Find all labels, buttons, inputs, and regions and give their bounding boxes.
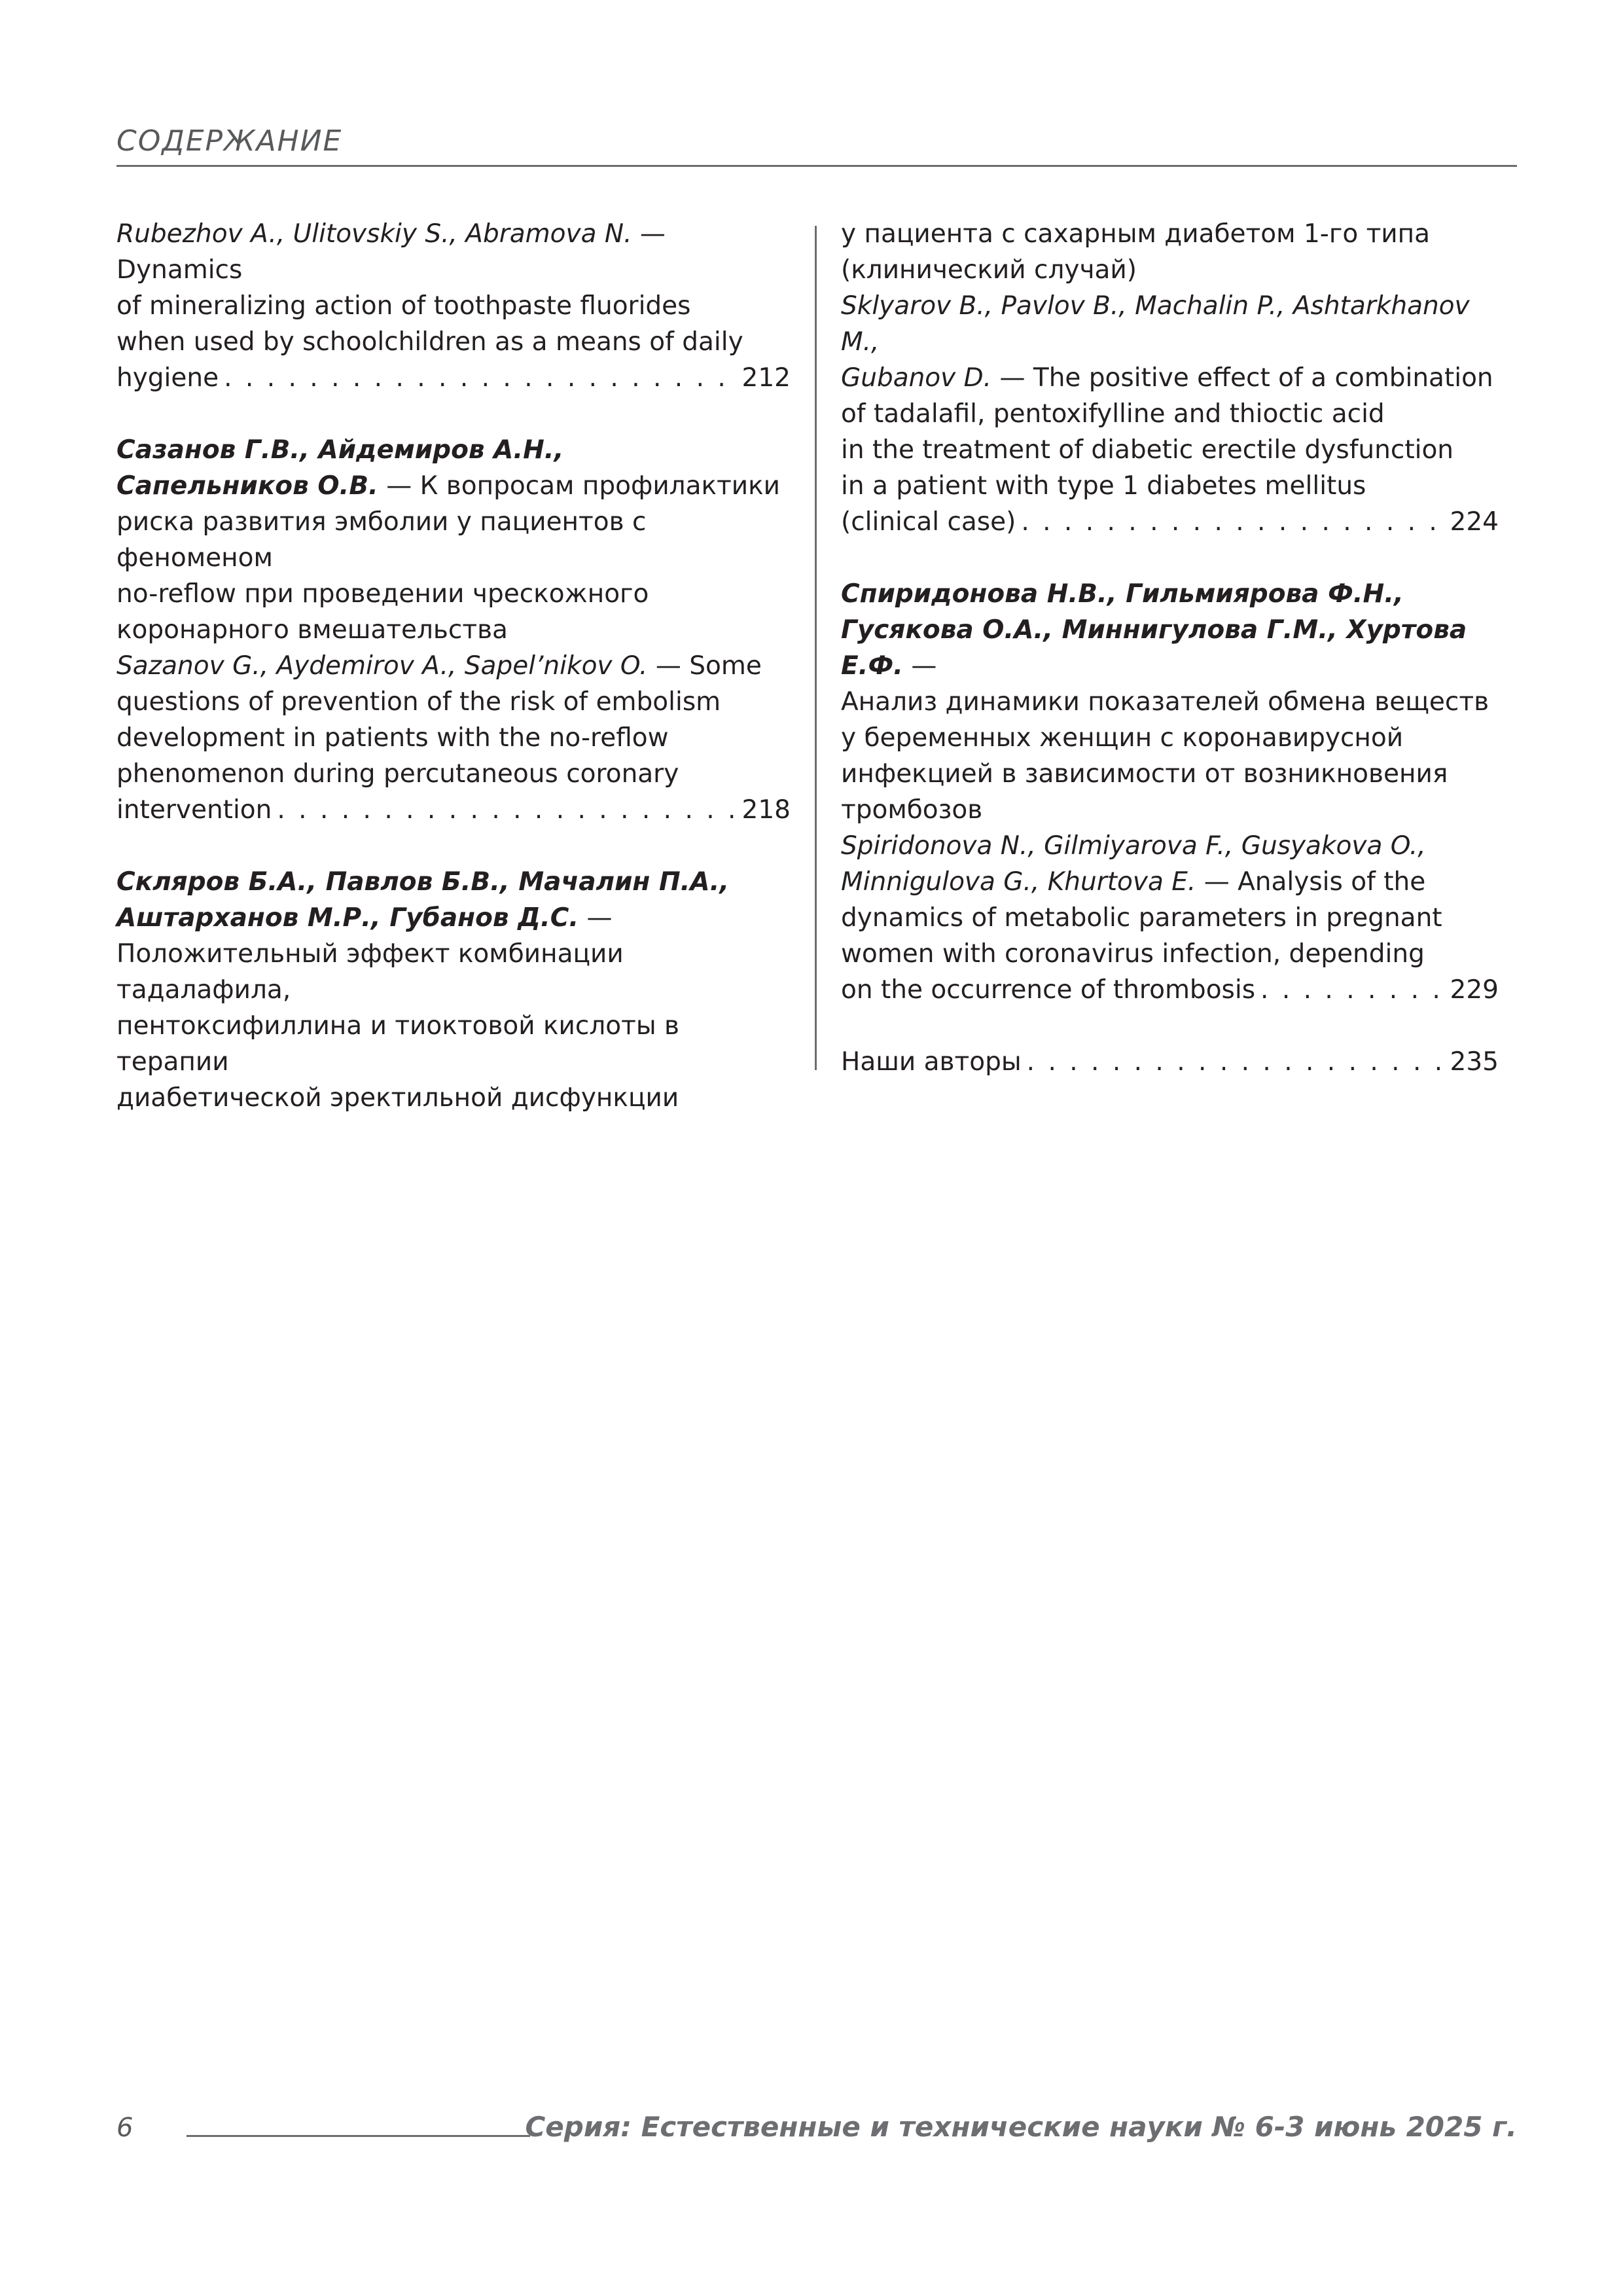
dot-leader <box>277 792 736 828</box>
entry-text: when used by schoolchildren as a means of daily <box>116 327 743 357</box>
entry-text: Анализ динамики показателей обмена веществ <box>841 687 1489 717</box>
entry-text: — Analysis of the <box>1196 867 1426 897</box>
toc-right-column <box>841 216 1499 1116</box>
entry-authors-ru: Гусякова О.А., Миннигулова Г.М., Хуртова Е.Ф. <box>841 615 1467 681</box>
entry-authors-ru: Сазанов Г.В., Айдемиров А.Н., <box>116 435 564 465</box>
entry-authors-ru: Сапельников О.В. <box>116 471 378 501</box>
entry-text: intervention <box>116 795 272 825</box>
entry-text: Наши авторы <box>841 1047 1022 1077</box>
entry-text: on the occurrence of thrombosis <box>841 975 1256 1005</box>
page-number: 229 <box>1450 975 1499 1005</box>
entry-authors-en: Sklyarov B., Pavlov B., Machalin P., Ashtarkhanov M., <box>841 291 1470 357</box>
entry-authors-en: Spiridonova N., Gilmiyarova F., Gusyakova O., <box>841 831 1426 861</box>
entry-authors-en: Minnigulova G., Khurtova E. <box>841 867 1196 897</box>
entry-text: no-reflow при проведении чрескожного <box>116 579 649 609</box>
page-number: 224 <box>1450 507 1499 537</box>
entry-text: — <box>579 903 613 933</box>
entry-authors-en: Sazanov G., Aydemirov A., Sapel’nikov O. <box>116 651 648 681</box>
entry-text: in the treatment of diabetic erectile dysfunction <box>841 435 1454 465</box>
dot-leader <box>1260 972 1445 1008</box>
page-number: 212 <box>741 363 791 393</box>
page-number: 235 <box>1450 1047 1499 1077</box>
entry-text: — К вопросам профилактики <box>378 471 781 501</box>
entry-authors-ru: Скляров Б.А., Павлов Б.В., Мачалин П.А., <box>116 867 730 897</box>
entry-authors-ru: Спиридонова Н.В., Гильмиярова Ф.Н., <box>841 579 1404 609</box>
toc-entry-spiridonova[interactable] <box>841 576 1499 1008</box>
section-title: СОДЕРЖАНИЕ <box>116 124 343 158</box>
entry-text: пентоксифиллина и тиоктовой кислоты в терапии <box>116 1011 680 1077</box>
entry-text: dynamics of metabolic parameters in pregnant <box>841 903 1442 933</box>
dot-leader <box>1027 1044 1445 1080</box>
entry-text: (clinical case) <box>841 507 1016 537</box>
entry-text: риска развития эмболии у пациентов с феноменом <box>116 507 647 573</box>
entry-text: of mineralizing action of toothpaste fluorides <box>116 291 691 321</box>
entry-authors-en: Rubezhov A., Ulitovskiy S., Abramova N. <box>116 219 632 249</box>
footer-rule <box>187 2135 530 2137</box>
dot-leader <box>1021 504 1444 540</box>
entry-text: (клинический случай) <box>841 255 1137 285</box>
entry-authors-ru: Аштарханов М.Р., Губанов Д.С. <box>116 903 579 933</box>
toc-entry-sazanov[interactable] <box>116 432 791 828</box>
entry-text: — Some <box>647 651 762 681</box>
footer-page-number: 6 <box>116 2113 134 2143</box>
toc-entry-sklyarov[interactable] <box>116 864 791 1116</box>
entry-text: of tadalafil, pentoxifylline and thioctic acid <box>841 399 1385 429</box>
toc-entry-rubezhov[interactable] <box>116 216 791 396</box>
entry-text: — <box>902 651 937 681</box>
page-header <box>116 118 1517 167</box>
entry-text: тромбозов <box>841 795 983 825</box>
entry-text: questions of prevention of the risk of embolism <box>116 687 721 717</box>
entry-text: phenomenon during percutaneous coronary <box>116 759 679 789</box>
entry-text: коронарного вмешательства <box>116 615 508 645</box>
entry-text: Положительный эффект комбинации тадалафила, <box>116 939 624 1005</box>
footer-series-title: Серия: Естественные и технические науки № 6-3 июнь 2025 г. <box>525 2111 1517 2143</box>
entry-text: in a patient with type 1 diabetes mellitus <box>841 471 1366 501</box>
toc-entry-authors[interactable] <box>841 1044 1499 1080</box>
column-divider <box>815 226 817 1070</box>
entry-text: — The positive effect of a combination <box>991 363 1493 393</box>
entry-text: hygiene <box>116 363 219 393</box>
entry-text: development in patients with the no-reflow <box>116 723 669 753</box>
page-number: 218 <box>741 795 791 825</box>
entry-text: у беременных женщин с коронавирусной <box>841 723 1404 753</box>
toc-left-column <box>116 216 791 1152</box>
entry-text: у пациента с сахарным диабетом 1-го типа <box>841 219 1431 249</box>
entry-text: women with coronavirus infection, depending <box>841 939 1425 969</box>
toc-entry-sklyarov-continued[interactable] <box>841 216 1499 540</box>
entry-authors-en: Gubanov D. <box>841 363 992 393</box>
entry-text: инфекцией в зависимости от возникновения <box>841 759 1448 789</box>
dot-leader <box>224 360 736 396</box>
entry-text: диабетической эректильной дисфункции <box>116 1083 679 1113</box>
entry-text: — Dynamics <box>116 219 666 285</box>
